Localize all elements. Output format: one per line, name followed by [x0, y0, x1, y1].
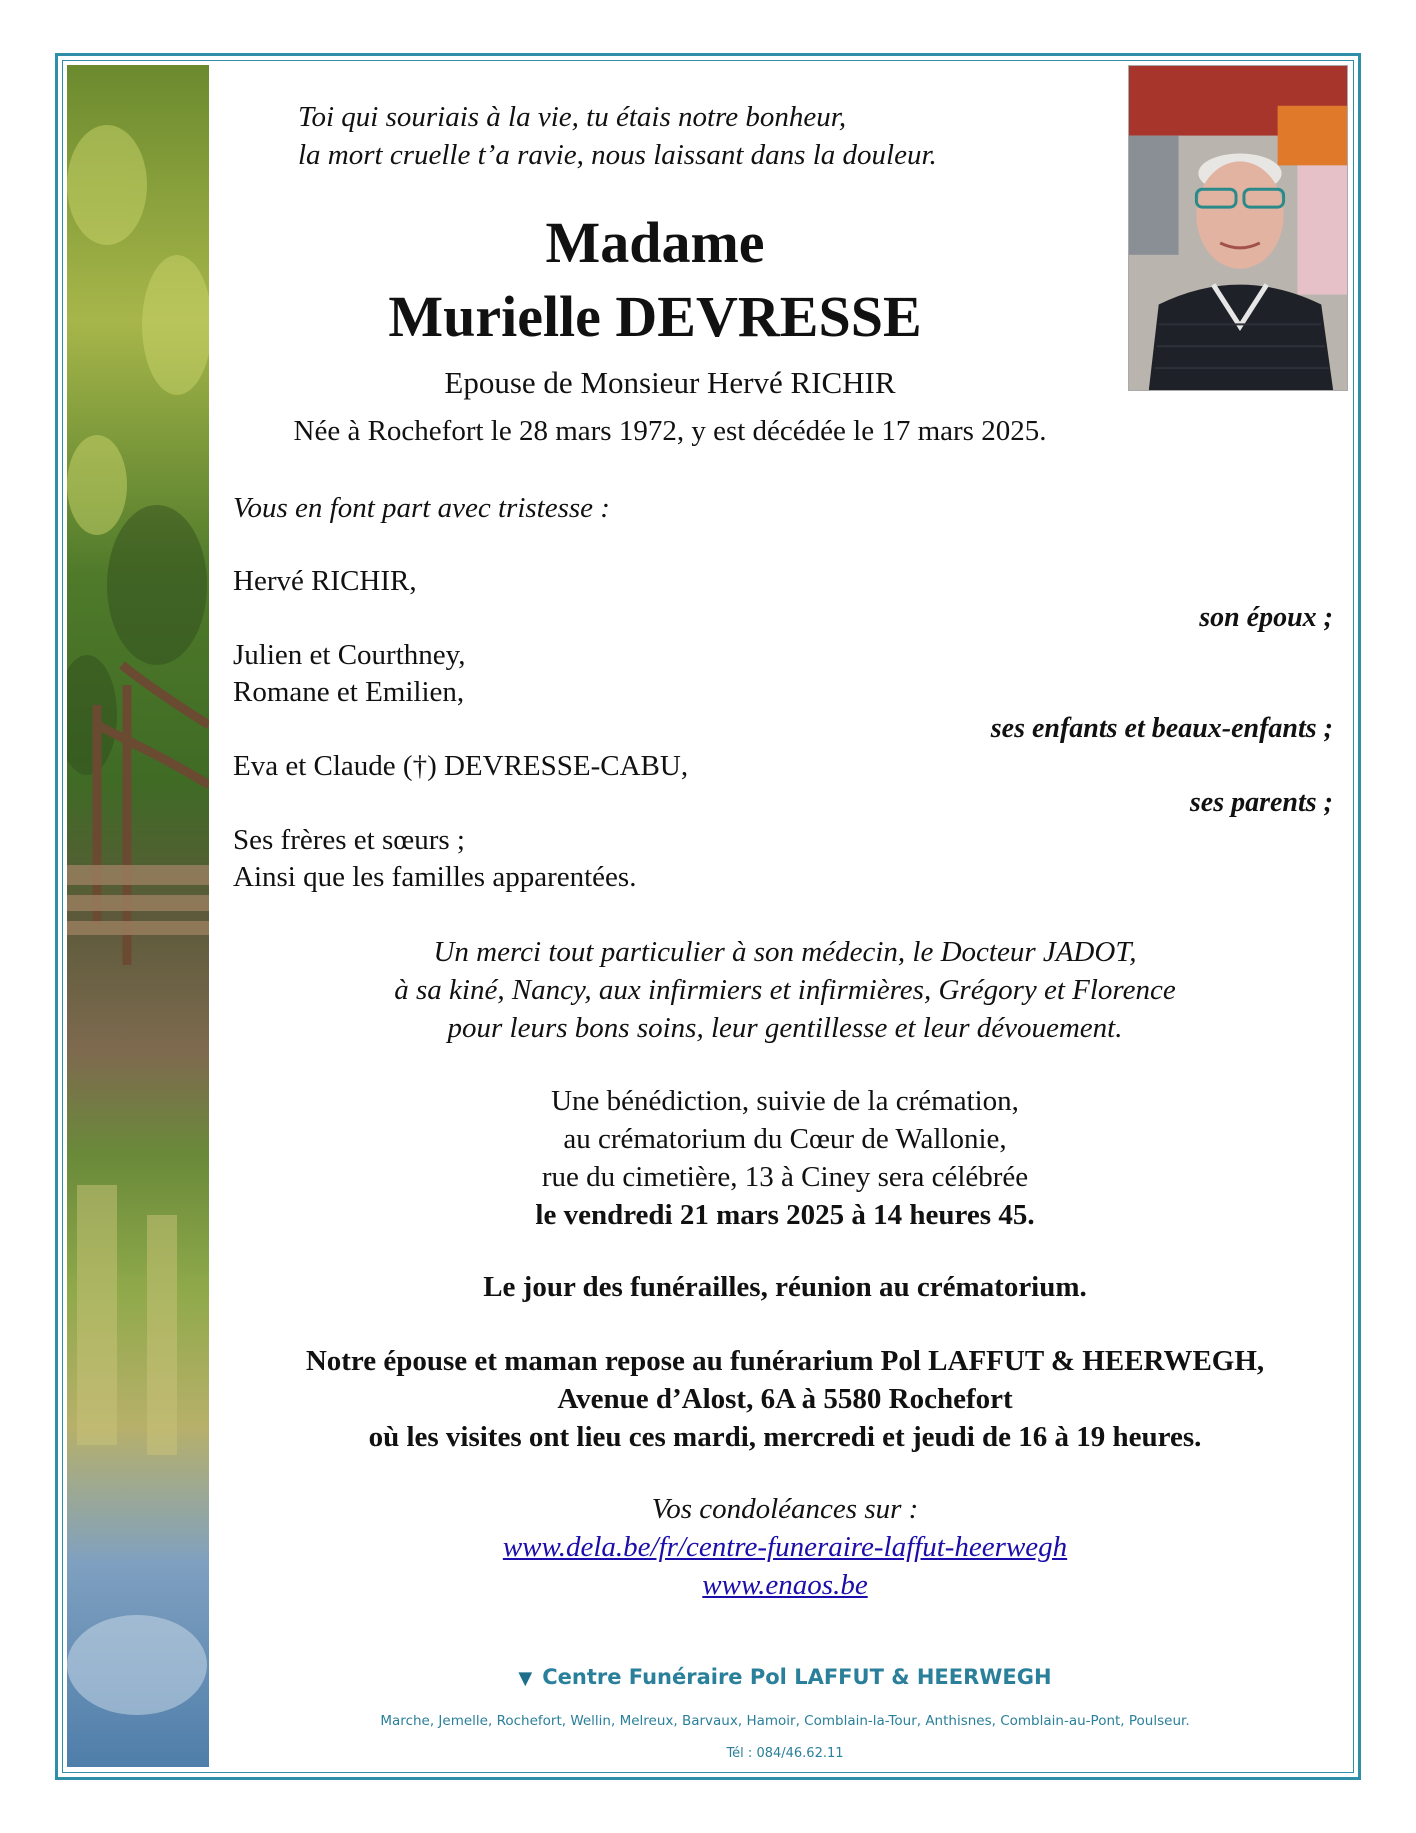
poem-line-2: la mort cruelle t’a ravie, nous laissant dans la douleur.	[298, 139, 937, 171]
triangle-down-icon: ▼	[518, 1668, 533, 1689]
condolences-intro: Vos condoléances sur :	[651, 1493, 919, 1525]
side-landscape-photo	[67, 65, 209, 1767]
deceased-name: Murielle DEVRESSE	[388, 284, 922, 349]
honorific: Madame	[545, 210, 765, 275]
rest-line-1: Notre épouse et maman repose au funérarium Pol LAFFUT & HEERWEGH,	[305, 1345, 1265, 1377]
portrait-illustration	[1129, 66, 1347, 390]
thanks-line-2: à sa kiné, Nancy, aux infirmiers et infirmières, Grégory et Florence	[394, 974, 1176, 1006]
family-spouse: Hervé RICHIR,	[233, 565, 417, 597]
family-children-1: Julien et Courthney,	[233, 639, 466, 671]
meeting-line: Le jour des funérailles, réunion au crématorium.	[483, 1271, 1087, 1303]
rest-block	[240, 1342, 1330, 1456]
family-siblings: Ses frères et sœurs ;	[233, 824, 465, 856]
family-parents-role: ses parents ;	[1189, 787, 1333, 818]
condolences-link-enaos[interactable]: www.enaos.be	[702, 1569, 868, 1601]
footer-towns: Marche, Jemelle, Rochefort, Wellin, Melreux, Barvaux, Hamoir, Comblain-la-Tour, Anthisnes, Comblain-au-Pont, Poulseur.	[380, 1713, 1190, 1729]
footer-tel: Tél : 084/46.62.11	[726, 1746, 844, 1761]
announce-intro: Vous en font part avec tristesse :	[233, 492, 610, 524]
spouse-line: Epouse de Monsieur Hervé RICHIR	[444, 365, 896, 400]
ceremony-line-2: au crématorium du Cœur de Wallonie,	[563, 1123, 1007, 1155]
family-children-2: Romane et Emilien,	[233, 676, 465, 708]
thanks-line-1: Un merci tout particulier à son médecin, le Docteur JADOT,	[433, 936, 1137, 968]
poem	[298, 98, 937, 174]
ceremony-block	[240, 1082, 1330, 1234]
family-children-role: ses enfants et beaux-enfants ;	[990, 713, 1333, 744]
footer-company	[240, 1665, 1330, 1689]
thanks-block	[240, 933, 1330, 1047]
rest-line-2: Avenue d’Alost, 6A à 5580 Rochefort	[557, 1383, 1013, 1415]
dates-line: Née à Rochefort le 28 mars 1972, y est décédée le 17 mars 2025.	[293, 415, 1047, 447]
ceremony-line-3: rue du cimetière, 13 à Ciney sera célébrée	[541, 1161, 1029, 1193]
condolences-link-dela[interactable]: www.dela.be/fr/centre-funeraire-laffut-heerwegh	[502, 1531, 1068, 1563]
poem-line-1: Toi qui souriais à la vie, tu étais notre bonheur,	[298, 101, 847, 133]
family-relatives: Ainsi que les familles apparentées.	[233, 861, 637, 893]
ceremony-line-1: Une bénédiction, suivie de la crémation,	[551, 1085, 1019, 1117]
condolences-block	[240, 1490, 1330, 1604]
thanks-line-3: pour leurs bons soins, leur gentillesse et leur dévouement.	[447, 1012, 1123, 1044]
footer-company-name: Centre Funéraire Pol LAFFUT & HEERWEGH	[542, 1665, 1052, 1689]
rest-line-3: où les visites ont lieu ces mardi, mercredi et jeudi de 16 à 19 heures.	[368, 1421, 1202, 1453]
landscape-illustration	[67, 65, 209, 1767]
family-spouse-role: son époux ;	[1199, 602, 1333, 633]
family-parents: Eva et Claude (†) DEVRESSE-CABU,	[233, 750, 689, 782]
ceremony-date: le vendredi 21 mars 2025 à 14 heures 45.	[535, 1199, 1035, 1231]
portrait-photo	[1128, 65, 1348, 391]
